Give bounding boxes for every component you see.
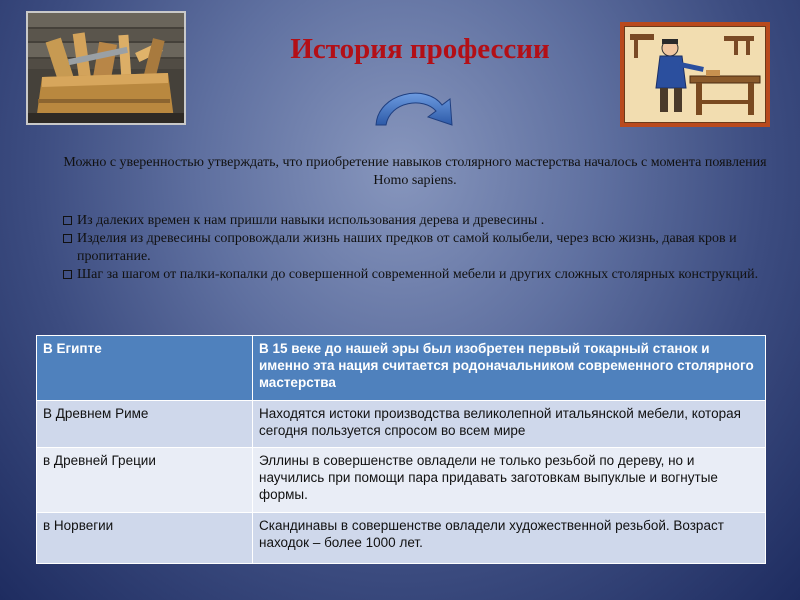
bullet-text: Шаг за шагом от палки-копалки до совершенной современной мебели и других сложных столярных конструкций. (77, 267, 759, 282)
checkbox-bullet-icon (63, 270, 72, 279)
table-cell-place: в Норвегии (37, 513, 253, 564)
page-title: История профессии (290, 33, 550, 65)
intro-text: Можно с уверенностью утверждать, что приобретение навыков столярного мастерства началось с момента появления Homo sapiens. (63, 155, 767, 188)
table-cell-place: в Древней Греции (37, 448, 253, 513)
carpenter-drawing (620, 22, 770, 127)
table-cell-fact: Эллины в совершенстве овладели не только резьбой по дереву, но и научились при помощи пара придавать заготовкам выпуклые и вогнутые формы. (253, 448, 766, 513)
bullet-text: Из далеких времен к нам пришли навыки использования дерева и древесины . (77, 213, 545, 228)
list-item (62, 212, 762, 230)
checkbox-bullet-icon (63, 234, 72, 243)
table-cell-fact: Скандинавы в совершенстве овладели художественной резьбой. Возраст находок – более 1000 лет. (253, 513, 766, 564)
table-cell-fact: Находятся истоки производства великолепной итальянской мебели, которая сегодня пользуется спросом во всем мире (253, 401, 766, 448)
carpentry-tools-photo (26, 11, 186, 125)
table-cell-place: В Древнем Риме (37, 401, 253, 448)
table-row (37, 513, 766, 564)
bullet-list (62, 212, 762, 284)
checkbox-bullet-icon (63, 216, 72, 225)
table-row (37, 448, 766, 513)
curved-arrow-icon (372, 83, 462, 127)
list-item (62, 266, 762, 284)
table-cell-place: В Египте (37, 336, 253, 401)
bullet-text: Изделия из древесины сопровождали жизнь наших предков от самой колыбели, через всю жизнь, давая кров и пропитание. (77, 231, 737, 264)
history-table (36, 335, 766, 564)
list-item (62, 230, 762, 266)
table-row (37, 336, 766, 401)
table-cell-fact: В 15 веке до нашей эры был изобретен первый токарный станок и именно эта нация считается родоначальником современного столярного мастерства (253, 336, 766, 401)
table-row (37, 401, 766, 448)
